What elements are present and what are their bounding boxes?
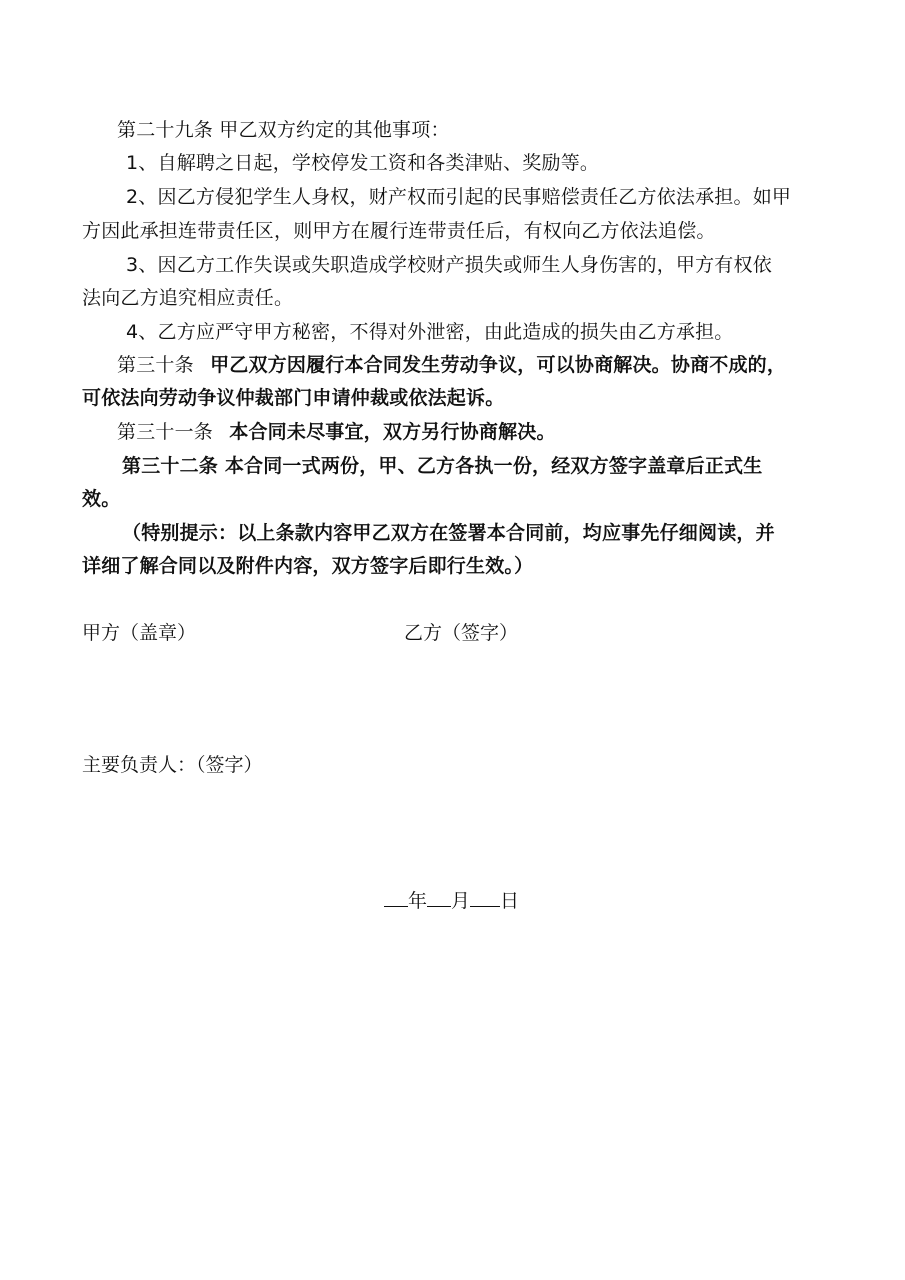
month-blank bbox=[427, 886, 451, 907]
party-b-signature-label: 乙方（签字） bbox=[404, 622, 519, 644]
article32-line1: 第三十二条 本合同一式两份，甲、乙方各执一份，经双方签字盖章后正式生 bbox=[122, 455, 763, 477]
special-notice-line1: （特别提示：以上条款内容甲乙双方在签署本合同前，均应事先仔细阅读，并 bbox=[122, 522, 775, 544]
article30-label: 第三十条 bbox=[117, 354, 194, 376]
article29-item3-line1: 3、因乙方工作失误或失职造成学校财产损失或师生人身伤害的，甲方有权依 bbox=[126, 254, 772, 276]
article31-line bbox=[117, 419, 556, 445]
year-label: 年 bbox=[408, 890, 428, 912]
date-line bbox=[384, 886, 519, 914]
month-label: 月 bbox=[451, 890, 471, 912]
article29-heading: 第二十九条 甲乙双方约定的其他事项： bbox=[117, 119, 450, 141]
article30-text-line1: 甲乙双方因履行本合同发生劳动争议，可以协商解决。协商不成的， bbox=[210, 354, 787, 376]
article29-item3-line2: 法向乙方追究相应责任。 bbox=[82, 287, 294, 309]
year-blank bbox=[384, 886, 408, 907]
day-blank bbox=[470, 886, 500, 907]
article29-item2-line2: 方因此承担连带责任区，则甲方在履行连带责任后，有权向乙方依法追偿。 bbox=[82, 220, 716, 242]
party-a-seal-label: 甲方（盖章） bbox=[82, 622, 197, 644]
article30-text-line2: 可依法向劳动争议仲裁部门申请仲裁或依法起诉。 bbox=[82, 387, 505, 409]
principal-signature-label: 主要负责人：（签字） bbox=[82, 754, 263, 776]
article31-label: 第三十一条 bbox=[117, 421, 214, 443]
article30-line1 bbox=[117, 352, 786, 378]
special-notice-line2: 详细了解合同以及附件内容，双方签字后即行生效。） bbox=[82, 555, 534, 577]
day-label: 日 bbox=[500, 890, 520, 912]
article29-item4: 4、乙方应严守甲方秘密，不得对外泄密，由此造成的损失由乙方承担。 bbox=[126, 321, 734, 343]
article29-item2-line1: 2、因乙方侵犯学生人身权，财产权而引起的民事赔偿责任乙方依法承担。如甲 bbox=[126, 186, 792, 208]
article29-item1: 1、自解聘之日起，学校停发工资和各类津贴、奖励等。 bbox=[126, 152, 600, 174]
article31-text: 本合同未尽事宜，双方另行协商解决。 bbox=[229, 421, 556, 443]
article32-line2: 效。 bbox=[82, 488, 121, 510]
